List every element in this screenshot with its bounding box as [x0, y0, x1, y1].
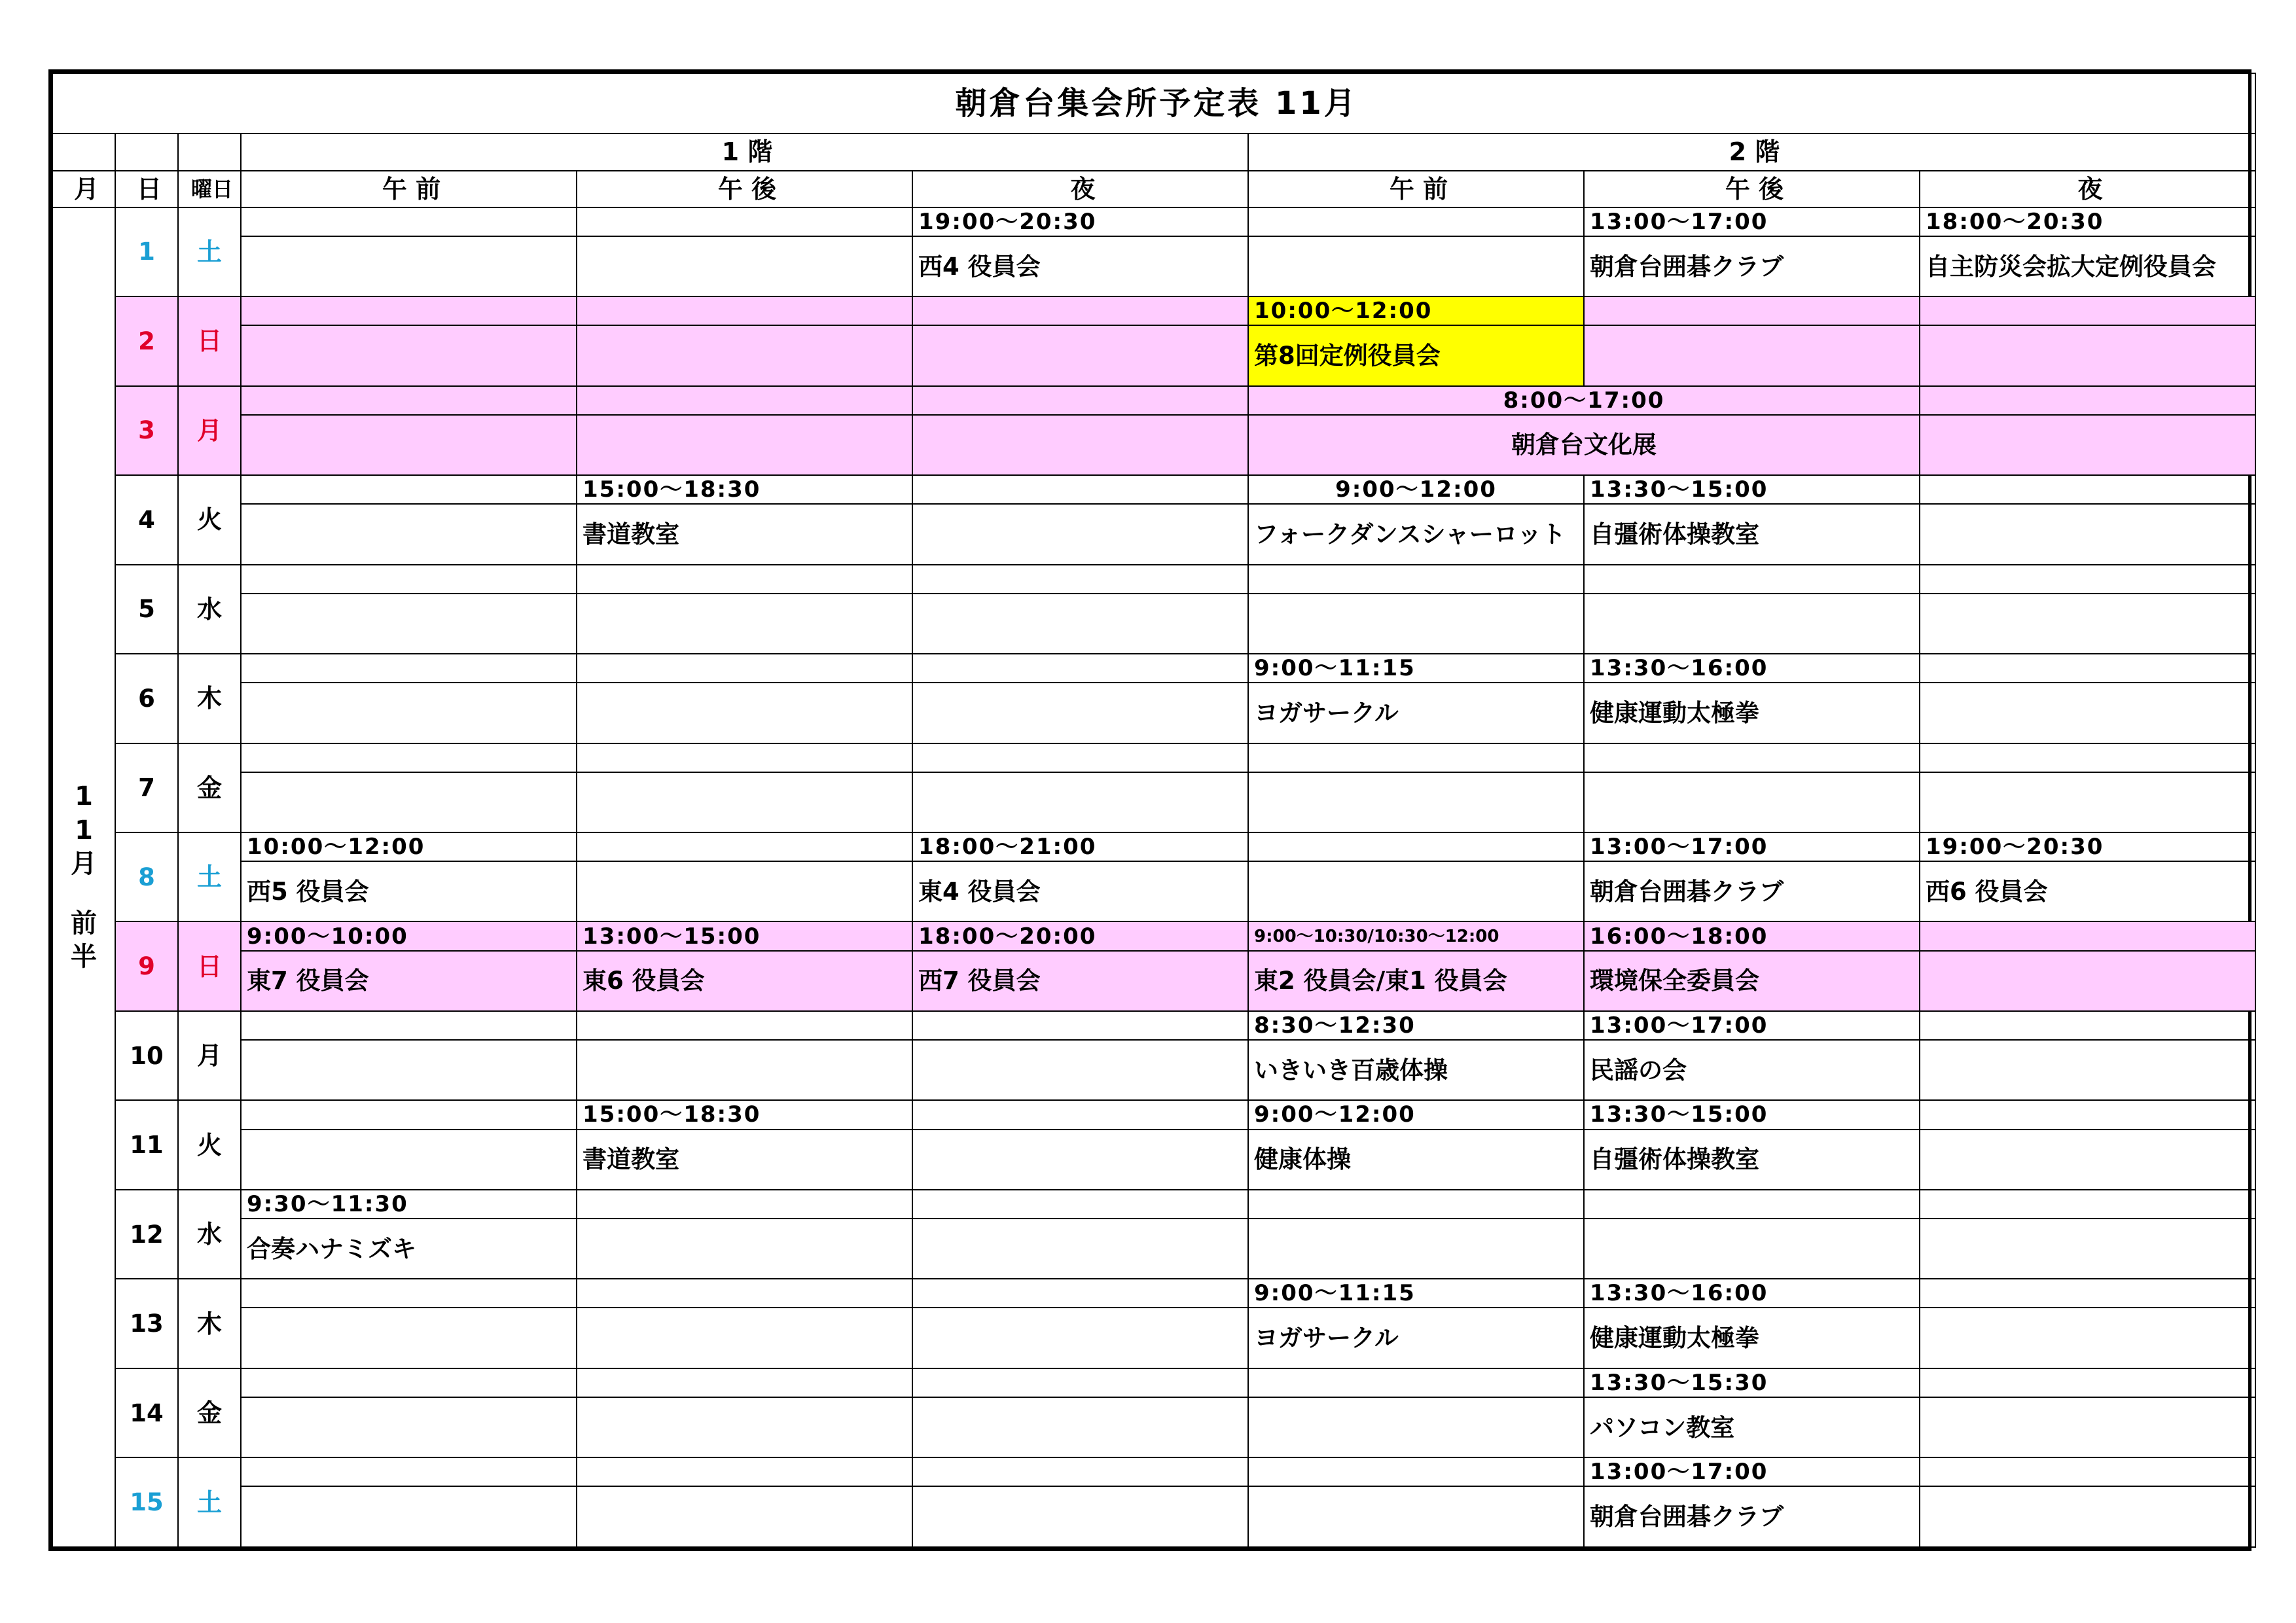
time-slot-1f-pm	[577, 1457, 912, 1486]
event-2f-am: 第8回定例役員会	[1248, 325, 1584, 385]
time-slot-2f-am-pm: 8:00～17:00	[1248, 386, 1920, 415]
day-number: 3	[115, 386, 178, 475]
floor-2-header: 2 階	[1248, 134, 2255, 170]
time-slot-2f-pm: 13:30～16:00	[1584, 654, 1920, 683]
time-slot-1f-am	[241, 207, 577, 236]
time-slot-1f-pm	[577, 207, 912, 236]
time-slot-1f-night	[912, 475, 1248, 504]
event-2f-night	[1920, 325, 2255, 385]
day-number: 6	[115, 654, 178, 743]
weekday: 火	[178, 475, 241, 564]
event-2f-night	[1920, 1397, 2255, 1457]
time-slot-2f-night	[1920, 1011, 2255, 1040]
weekday: 水	[178, 1190, 241, 1279]
time-slot-2f-am: 9:00～11:15	[1248, 654, 1584, 683]
time-slot-1f-pm	[577, 1368, 912, 1397]
time-slot-1f-am: 9:30～11:30	[241, 1190, 577, 1219]
event-2f-night	[1920, 683, 2255, 743]
time-slot-2f-pm: 13:30～15:00	[1584, 1100, 1920, 1129]
event-2f-night: 自主防災会拡大定例役員会	[1920, 236, 2255, 296]
table-row	[52, 1397, 2255, 1457]
event-1f-am	[241, 236, 577, 296]
event-1f-pm	[577, 1486, 912, 1547]
table-row	[52, 296, 2255, 325]
event-2f-pm: 健康運動太極拳	[1584, 683, 1920, 743]
event-1f-night	[912, 772, 1248, 832]
time-slot-1f-am	[241, 565, 577, 594]
event-2f-pm: 朝倉台囲碁クラブ	[1584, 236, 1920, 296]
time-slot-2f-pm: 13:00～17:00	[1584, 207, 1920, 236]
time-slot-1f-am	[241, 475, 577, 504]
weekday: 金	[178, 743, 241, 832]
table-row	[52, 921, 2255, 950]
time-slot-2f-night	[1920, 475, 2255, 504]
event-1f-night: 東4 役員会	[912, 861, 1248, 921]
weekday: 日	[178, 296, 241, 385]
period-header-1f-am: 午 前	[241, 171, 577, 207]
table-row	[52, 207, 2255, 236]
time-slot-1f-night	[912, 1457, 1248, 1486]
page-title: 朝倉台集会所予定表 11月	[52, 73, 2255, 134]
day-number: 5	[115, 565, 178, 654]
table-row	[52, 565, 2255, 594]
day-number: 9	[115, 921, 178, 1010]
table-row	[52, 1308, 2255, 1368]
time-slot-2f-am: 9:00～10:30/10:30～12:00	[1248, 921, 1584, 950]
time-slot-2f-am	[1248, 832, 1584, 861]
event-2f-pm	[1920, 415, 2255, 475]
event-1f-am	[241, 1040, 577, 1100]
table-row	[52, 1219, 2255, 1279]
event-2f-am: 健康体操	[1248, 1130, 1584, 1190]
event-1f-pm	[577, 1397, 912, 1457]
time-slot-2f-am	[1248, 1457, 1584, 1486]
event-2f-am	[1248, 236, 1584, 296]
event-2f-am: いきいき百歳体操	[1248, 1040, 1584, 1100]
event-1f-pm	[577, 683, 912, 743]
time-slot-2f-pm: 13:30～15:00	[1584, 475, 1920, 504]
time-slot-2f-am	[1248, 743, 1584, 772]
time-slot-1f-pm	[577, 1190, 912, 1219]
event-1f-am	[241, 1130, 577, 1190]
event-1f-pm	[577, 415, 912, 475]
blank-header-cell	[52, 134, 115, 170]
weekday: 水	[178, 565, 241, 654]
time-slot-2f-am: 10:00～12:00	[1248, 296, 1584, 325]
blank-header-cell	[178, 134, 241, 170]
event-2f-night	[1920, 1486, 2255, 1547]
time-slot-1f-am	[241, 654, 577, 683]
table-row	[52, 654, 2255, 683]
time-slot-1f-pm: 13:00～15:00	[577, 921, 912, 950]
event-2f-night	[1920, 1130, 2255, 1190]
time-slot-1f-pm	[577, 296, 912, 325]
time-slot-1f-night	[912, 743, 1248, 772]
time-slot-2f-night	[1920, 743, 2255, 772]
time-slot-1f-night	[912, 654, 1248, 683]
event-1f-pm: 東6 役員会	[577, 951, 912, 1011]
time-slot-2f-pm	[1584, 1190, 1920, 1219]
month-column-header: 月	[52, 171, 115, 207]
time-slot-2f-night	[1920, 1368, 2255, 1397]
time-slot-2f-pm	[1584, 296, 1920, 325]
table-row	[52, 1130, 2255, 1190]
day-number: 4	[115, 475, 178, 564]
event-1f-night	[912, 683, 1248, 743]
day-number: 10	[115, 1011, 178, 1100]
time-slot-1f-pm: 15:00～18:30	[577, 475, 912, 504]
time-slot-2f-night: 19:00～20:30	[1920, 832, 2255, 861]
time-slot-2f-pm: 16:00～18:00	[1584, 921, 1920, 950]
time-slot-2f-am	[1248, 1190, 1584, 1219]
weekday: 月	[178, 386, 241, 475]
time-slot-2f-am: 9:00～11:15	[1248, 1279, 1584, 1308]
table-row	[52, 236, 2255, 296]
month-label-char: 月	[71, 848, 97, 879]
time-slot-2f-am	[1248, 1368, 1584, 1397]
schedule-table	[52, 73, 2256, 1548]
time-slot-1f-am	[241, 296, 577, 325]
table-row	[52, 1368, 2255, 1397]
day-number: 13	[115, 1279, 178, 1368]
month-label-char: 半	[71, 942, 97, 972]
event-2f-pm	[1584, 1219, 1920, 1279]
event-2f-night: 西6 役員会	[1920, 861, 2255, 921]
event-2f-night	[1920, 1308, 2255, 1368]
time-slot-2f-night: 18:00～20:30	[1920, 207, 2255, 236]
table-row	[52, 325, 2255, 385]
schedule-sheet	[48, 69, 2251, 1551]
time-slot-2f-night	[1920, 1100, 2255, 1129]
event-1f-night	[912, 1308, 1248, 1368]
month-label	[52, 207, 115, 1547]
event-1f-night	[912, 415, 1248, 475]
time-slot-2f-pm: 13:00～17:00	[1584, 1457, 1920, 1486]
weekday: 金	[178, 1368, 241, 1457]
event-1f-night	[912, 1130, 1248, 1190]
time-slot-1f-night	[912, 1368, 1248, 1397]
weekday: 土	[178, 1457, 241, 1547]
event-2f-am	[1248, 772, 1584, 832]
period-header-2f-am: 午 前	[1248, 171, 1584, 207]
table-row	[52, 743, 2255, 772]
table-row	[52, 594, 2255, 654]
event-1f-night	[912, 1486, 1248, 1547]
time-slot-1f-pm	[577, 565, 912, 594]
time-slot-1f-am	[241, 1011, 577, 1040]
period-header-2f-night: 夜	[1920, 171, 2255, 207]
time-slot-2f-am	[1248, 565, 1584, 594]
event-1f-am	[241, 1397, 577, 1457]
event-2f-pm: 健康運動太極拳	[1584, 1308, 1920, 1368]
weekday: 日	[178, 921, 241, 1010]
table-row	[52, 1486, 2255, 1547]
period-header-1f-pm: 午 後	[577, 171, 912, 207]
event-1f-am	[241, 594, 577, 654]
event-2f-am	[1248, 1219, 1584, 1279]
event-1f-am: 西5 役員会	[241, 861, 577, 921]
event-2f-am: フォークダンスシャーロット	[1248, 504, 1584, 564]
month-label-char: 1	[75, 815, 93, 846]
day-number: 1	[115, 207, 178, 296]
weekday: 土	[178, 207, 241, 296]
event-1f-pm: 書道教室	[577, 504, 912, 564]
time-slot-2f-night	[1920, 921, 2255, 950]
event-1f-am	[241, 325, 577, 385]
time-slot-2f-pm	[1584, 565, 1920, 594]
event-2f-am	[1248, 594, 1584, 654]
time-slot-1f-am	[241, 1279, 577, 1308]
table-row	[52, 832, 2255, 861]
event-2f-pm	[1584, 325, 1920, 385]
time-slot-2f-pm	[1584, 743, 1920, 772]
time-slot-2f-am: 9:00～12:00	[1248, 1100, 1584, 1129]
time-slot-2f-pm: 13:00～17:00	[1584, 1011, 1920, 1040]
time-slot-2f-night	[1920, 296, 2255, 325]
table-row	[52, 386, 2255, 415]
event-1f-am	[241, 504, 577, 564]
event-2f-night	[1920, 1040, 2255, 1100]
event-2f-am-pm: 朝倉台文化展	[1248, 415, 1920, 475]
table-row	[52, 1279, 2255, 1308]
event-2f-pm: 民謡の会	[1584, 1040, 1920, 1100]
event-2f-pm: 環境保全委員会	[1584, 951, 1920, 1011]
event-1f-pm	[577, 236, 912, 296]
day-number: 12	[115, 1190, 178, 1279]
event-2f-night	[1920, 951, 2255, 1011]
floor-1-header: 1 階	[241, 134, 1248, 170]
table-row	[52, 951, 2255, 1011]
time-slot-1f-night	[912, 1279, 1248, 1308]
time-slot-2f-pm	[1920, 386, 2255, 415]
event-2f-am	[1248, 1397, 1584, 1457]
event-1f-am	[241, 1486, 577, 1547]
event-1f-am: 合奏ハナミズキ	[241, 1219, 577, 1279]
event-1f-am	[241, 415, 577, 475]
event-1f-night	[912, 1040, 1248, 1100]
event-1f-pm	[577, 1040, 912, 1100]
time-slot-1f-am	[241, 1368, 577, 1397]
event-2f-pm: 朝倉台囲碁クラブ	[1584, 861, 1920, 921]
event-1f-am	[241, 772, 577, 832]
time-slot-1f-night: 18:00～21:00	[912, 832, 1248, 861]
day-number: 14	[115, 1368, 178, 1457]
period-header-1f-night: 夜	[912, 171, 1248, 207]
time-slot-1f-night: 18:00～20:00	[912, 921, 1248, 950]
time-slot-1f-pm	[577, 386, 912, 415]
time-slot-1f-night	[912, 1011, 1248, 1040]
event-1f-am	[241, 683, 577, 743]
time-slot-2f-night	[1920, 654, 2255, 683]
event-2f-pm	[1584, 772, 1920, 832]
event-2f-night	[1920, 1219, 2255, 1279]
weekday-column-header: 曜日	[178, 171, 241, 207]
event-1f-pm	[577, 772, 912, 832]
time-slot-1f-am	[241, 743, 577, 772]
event-2f-am	[1248, 861, 1584, 921]
event-1f-night	[912, 325, 1248, 385]
table-row	[52, 772, 2255, 832]
time-slot-2f-pm: 13:00～17:00	[1584, 832, 1920, 861]
time-slot-1f-pm	[577, 1011, 912, 1040]
day-number: 7	[115, 743, 178, 832]
time-slot-1f-am	[241, 1100, 577, 1129]
table-row	[52, 1011, 2255, 1040]
event-2f-pm	[1584, 594, 1920, 654]
weekday: 土	[178, 832, 241, 921]
weekday: 木	[178, 654, 241, 743]
time-slot-1f-am	[241, 386, 577, 415]
time-slot-1f-am: 10:00～12:00	[241, 832, 577, 861]
table-row	[52, 683, 2255, 743]
event-1f-am	[241, 1308, 577, 1368]
table-row	[52, 504, 2255, 564]
event-1f-am: 東7 役員会	[241, 951, 577, 1011]
event-2f-am: 東2 役員会/東1 役員会	[1248, 951, 1584, 1011]
event-1f-night	[912, 594, 1248, 654]
table-row	[52, 861, 2255, 921]
time-slot-2f-night	[1920, 1190, 2255, 1219]
event-1f-pm	[577, 1219, 912, 1279]
time-slot-1f-am	[241, 1457, 577, 1486]
time-slot-2f-night	[1920, 1279, 2255, 1308]
time-slot-2f-pm: 13:30～15:30	[1584, 1368, 1920, 1397]
time-slot-2f-pm: 13:30～16:00	[1584, 1279, 1920, 1308]
table-row	[52, 1100, 2255, 1129]
table-row	[52, 1040, 2255, 1100]
weekday: 月	[178, 1011, 241, 1100]
event-1f-night: 西7 役員会	[912, 951, 1248, 1011]
time-slot-1f-night	[912, 296, 1248, 325]
time-slot-2f-night	[1920, 1457, 2255, 1486]
event-2f-am: ヨガサークル	[1248, 1308, 1584, 1368]
event-2f-pm: 自彊術体操教室	[1584, 504, 1920, 564]
event-2f-pm: パソコン教室	[1584, 1397, 1920, 1457]
weekday: 火	[178, 1100, 241, 1189]
time-slot-2f-am: 9:00～12:00	[1248, 475, 1584, 504]
event-1f-night: 西4 役員会	[912, 236, 1248, 296]
day-number: 15	[115, 1457, 178, 1547]
weekday: 木	[178, 1279, 241, 1368]
event-1f-night	[912, 1219, 1248, 1279]
time-slot-1f-pm: 15:00～18:30	[577, 1100, 912, 1129]
event-1f-night	[912, 1397, 1248, 1457]
time-slot-2f-am	[1248, 207, 1584, 236]
time-slot-1f-pm	[577, 1279, 912, 1308]
table-row	[52, 475, 2255, 504]
time-slot-1f-night	[912, 1100, 1248, 1129]
event-1f-pm	[577, 861, 912, 921]
period-header-2f-pm: 午 後	[1584, 171, 1920, 207]
month-label-char: 1	[75, 781, 93, 812]
event-1f-pm	[577, 1308, 912, 1368]
event-1f-night	[912, 504, 1248, 564]
event-1f-pm	[577, 594, 912, 654]
time-slot-1f-night	[912, 565, 1248, 594]
table-row	[52, 415, 2255, 475]
time-slot-2f-night	[1920, 565, 2255, 594]
time-slot-2f-am: 8:30～12:30	[1248, 1011, 1584, 1040]
time-slot-1f-pm	[577, 832, 912, 861]
time-slot-1f-night: 19:00～20:30	[912, 207, 1248, 236]
event-1f-pm: 書道教室	[577, 1130, 912, 1190]
event-2f-am	[1248, 1486, 1584, 1547]
time-slot-1f-night	[912, 1190, 1248, 1219]
blank-header-cell	[115, 134, 178, 170]
time-slot-1f-am: 9:00～10:00	[241, 921, 577, 950]
day-number: 2	[115, 296, 178, 385]
time-slot-1f-pm	[577, 654, 912, 683]
day-column-header: 日	[115, 171, 178, 207]
event-1f-pm	[577, 325, 912, 385]
event-2f-night	[1920, 504, 2255, 564]
event-2f-pm: 朝倉台囲碁クラブ	[1584, 1486, 1920, 1547]
event-2f-pm: 自彊術体操教室	[1584, 1130, 1920, 1190]
time-slot-1f-night	[912, 386, 1248, 415]
month-label-char: 前	[71, 908, 97, 938]
event-2f-am: ヨガサークル	[1248, 683, 1584, 743]
table-row	[52, 1190, 2255, 1219]
day-number: 11	[115, 1100, 178, 1189]
table-row	[52, 1457, 2255, 1486]
day-number: 8	[115, 832, 178, 921]
event-2f-night	[1920, 594, 2255, 654]
event-2f-night	[1920, 772, 2255, 832]
time-slot-1f-pm	[577, 743, 912, 772]
